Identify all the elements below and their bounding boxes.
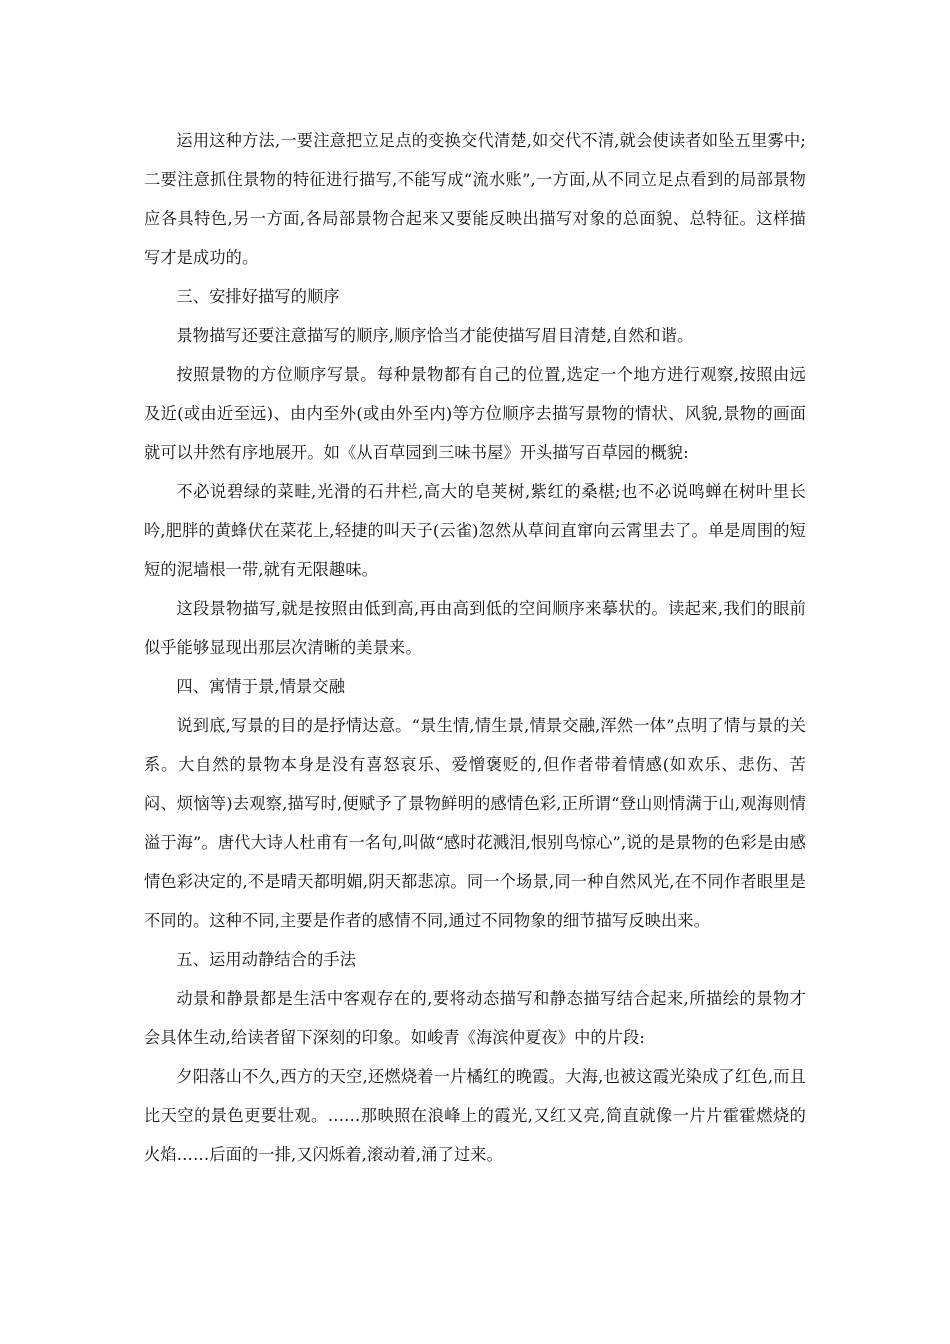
body-paragraph: 景物描写还要注意描写的顺序,顺序恰当才能使描写眉目清楚,自然和谐。 — [176, 326, 694, 345]
body-paragraph: 运用这种方法,一要注意把立足点的变换交代清楚,如交代不清,就会使读者如坠五里雾中;二要注意抓住景物的特征进行描写,不能写成“流水账”,一方面,从不同立足点看到的局部景物应各具特色,另一方面,各局部景物合起来又要能反映出描写对象的总面貌、总特征。这样描写才是成功的。 — [144, 131, 806, 267]
quoted-passage: 不必说碧绿的菜畦,光滑的石井栏,高大的皂荚树,紫红的桑椹;也不必说鸣蝉在树叶里长吟,肥胖的黄蜂伏在菜花上,轻捷的叫天子(云雀)忽然从草间直窜向云霄里去了。单是周围的短短的泥墙根一带,就有无限趣味。 — [144, 482, 806, 579]
body-paragraph: 按照景物的方位顺序写景。每种景物都有自己的位置,选定一个地方进行观察,按照由远及近(或由近至远)、由内至外(或由外至内)等方位顺序去描写景物的情状、风貌,景物的画面就可以井然有序地展开。如《从百草园到三味书屋》开头描写百草园的概貌: — [144, 365, 806, 462]
quoted-passage: 夕阳落山不久,西方的天空,还燃烧着一片橘红的晚霞。大海,也被这霞光染成了红色,而且比天空的景色更要壮观。……那映照在浪峰上的霞光,又红又亮,简直就像一片片霍霍燃烧的火焰……后面的一排,又闪烁着,滚动着,涌了过来。 — [144, 1067, 806, 1164]
body-paragraph: 说到底,写景的目的是抒情达意。“景生情,情生景,情景交融,浑然一体”点明了情与景的关系。大自然的景物本身是没有喜怒哀乐、爱憎褒贬的,但作者带着情感(如欢乐、悲伤、苦闷、烦恼等)去观察,描写时,便赋予了景物鲜明的感情色彩,正所谓“登山则情满于山,观海则情溢于海”。唐代大诗人杜甫有一名句,叫做“感时花溅泪,恨别鸟惊心”,说的是景物的色彩是由感情色彩决定的,不是晴天都明媚,阴天都悲凉。同一个场景,同一种自然风光,在不同作者眼里是不同的。这种不同,主要是作者的感情不同,通过不同物象的细节描写反映出来。 — [144, 716, 806, 930]
section-heading: 三、安排好描写的顺序 — [176, 287, 340, 306]
section-heading: 五、运用动静结合的手法 — [176, 950, 357, 969]
section-heading: 四、寓情于景,情景交融 — [176, 677, 346, 696]
body-paragraph: 动景和静景都是生活中客观存在的,要将动态描写和静态描写结合起来,所描绘的景物才会具体生动,给读者留下深刻的印象。如峻青《海滨仲夏夜》中的片段: — [144, 989, 806, 1047]
body-paragraph: 这段景物描写,就是按照由低到高,再由高到低的空间顺序来摹状的。读起来,我们的眼前似乎能够显现出那层次清晰的美景来。 — [144, 599, 806, 657]
